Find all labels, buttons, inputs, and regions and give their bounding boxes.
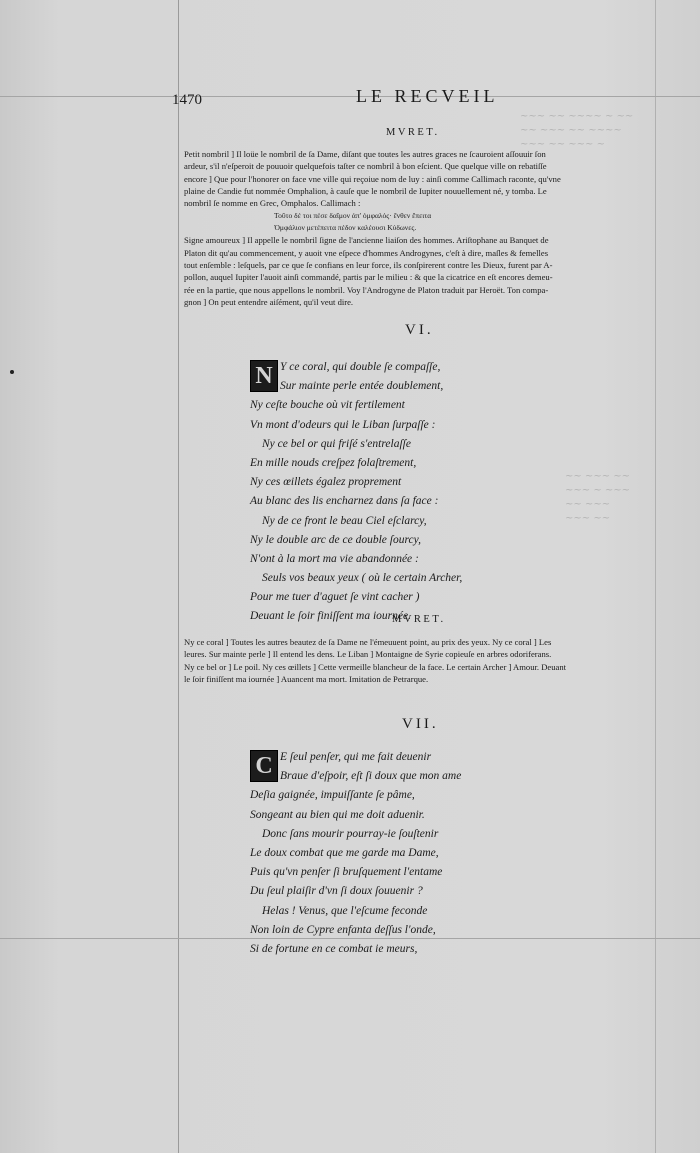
verse-line (250, 358, 580, 377)
show-through-text: ~~ ~~~ ~~ ~~~ ~ ~~~ ~~ ~~~ ~~~ ~~ (565, 471, 631, 524)
commentary-block (184, 636, 680, 685)
commentary-line: Petit nombril ] Il loüe le nombril de ſa Dame, diſant que toutes les autres graces ne ſcauroient aſſouuir ſon (184, 149, 546, 159)
drop-cap-initial: C (250, 750, 278, 782)
fold-line-left (178, 0, 179, 1153)
commentary-line: tout enſemble : leſquels, par ce que ſe confians en leur force, ils conſpirerent contre les Dieux, furent par A- (184, 260, 553, 271)
verse-line: Au blanc des lis encharnez dans ſa face : (250, 495, 439, 508)
verse-line: Songeant au bien qui me doit aduenir. (250, 808, 425, 821)
commentary-line: pollon, auquel Iupiter l'auoit ainſi commandé, partis par le milieu : & que la cicatrice en eſt encores demeu- (184, 272, 553, 283)
commentary-line: Ny ce coral ] Toutes les autres beautez de ſa Dame ne l'émeuuent point, au prix des yeux. Ny ce coral ] Les (184, 637, 552, 647)
commentary-line: plaine de Candie fut nommée Omphalion, à cauſe que le nombril de Iupiter nouuellement né, y tomba. Le (184, 186, 547, 197)
verse-line: Ny ce bel or qui friſé s'entrelaſſe (262, 437, 411, 450)
commentary-line: Ny ce bel or ] Le poil. Ny ces œillets ] Cette vermeille blancheur de la face. Le certain Archer ] Amour. Deuant (184, 661, 567, 672)
verse-line: Seuls vos beaux yeux ( où le certain Archer, (262, 572, 463, 585)
running-header: LE RECVEIL (356, 86, 499, 106)
commentary-line: Platon dit qu'au commencement, y auoit vne eſpece d'hommes Androgynes, c'eſt à dire, maſles & femelles (184, 247, 549, 258)
show-through-text: ~~~ ~~ ~~~~ ~ ~~ ~~ ~~~ ~~ ~~~~ ~~~ ~~ ~~~ ~ (520, 111, 634, 150)
drop-cap-initial: N (250, 360, 278, 392)
verse-line: Vn mont d'odeurs qui le Liban ſurpaſſe : (250, 418, 436, 431)
verse-line: Donc ſans mourir pourray-ie ſouſtenir (262, 827, 439, 840)
commentary-heading: MVRET. (392, 614, 446, 625)
commentary-line: Signe amoureux ] Il appelle le nombril ſigne de l'ancienne liaiſon des hommes. Ariſtophane au Banquet de (184, 235, 549, 246)
verse-line: Ny de ce front le beau Ciel eſclarcy, (262, 514, 427, 527)
verse-line: Ny ceſte bouche où vit fertilement (250, 399, 405, 412)
commentary-block (184, 148, 680, 308)
section-number: VII. (402, 716, 439, 732)
section-number: VI. (405, 322, 434, 338)
verse-line (250, 748, 580, 767)
verse-line-text: Y ce coral, qui double ſe compaſſe, (280, 361, 441, 373)
commentary-line: le ſoir finiſſent ma iournée ] Auancent ma mort. Imitation de Petrarque. (184, 674, 429, 685)
verse-line-text: E ſeul penſer, qui me fait deuenir (280, 751, 432, 763)
greek-quote-line: Τοῦτο δέ τοι πέσε δαῖμον ἀπ' ὀμφαλός· ἔνθεν ἔπειτα (274, 210, 432, 220)
commentary-line: ardeur, s'il n'eſperoit de pouuoir quelquefois taſter ce nombril à bon eſcient. Que quelque ville on rebatiſſe (184, 161, 547, 172)
commentary-line: leures. Sur mainte perle ] Il entend les dens. Le Liban ] Montaigne de Syrie copieuſe en arbres odoriferans. (184, 649, 552, 660)
verse-line: Braue d'eſpoir, eſt ſi doux que mon ame (280, 770, 462, 783)
verse-line: Si de fortune en ce combat ie meurs, (250, 942, 418, 955)
verse-line: Deuant le ſoir finiſſent ma iournée. (250, 610, 411, 623)
verse-line: Ny le double arc de ce double ſourcy, (250, 533, 421, 546)
commentary-line: gnon ] On peut entendre aiſément, qu'il veut dire. (184, 297, 354, 308)
margin-spot (10, 370, 14, 374)
sonnet-vi (250, 358, 580, 627)
verse-line: Deſia gaignée, impuiſſante ſe pâme, (250, 789, 415, 802)
fold-line-top (0, 96, 700, 97)
verse-line: En mille nouds creſpez folaſtrement, (250, 456, 417, 469)
sonnet-vii (250, 748, 580, 959)
page-number: 1470 (172, 92, 202, 108)
commentary-line: rée en la partie, que nous appellons le nombril. Voy l'Androgyne de Platon traduit par Heroët. Ton compa- (184, 284, 549, 295)
commentary-line: nombril ſe nomme en Grec, Omphalos. Callimach : (184, 198, 361, 209)
verse-line: Sur mainte perle entée doublement, (280, 380, 444, 393)
verse-line: Non loin de Cypre enfanta deſſus l'onde, (250, 923, 436, 936)
verse-line: Ny ces œillets égalez proprement (250, 476, 402, 489)
verse-line: N'ont à la mort ma vie abandonnée : (250, 552, 419, 565)
commentary-heading: MVRET. (386, 127, 440, 138)
verse-line: Puis qu'vn penſer ſi bruſquement l'entame (250, 866, 443, 879)
verse-line: Le doux combat que me garde ma Dame, (250, 846, 439, 859)
verse-line: Helas ! Venus, que l'eſcume feconde (262, 904, 428, 917)
commentary-line: encore ] Que pour l'honorer on face vne ville qui reçoiue nom de luy : ainſi comme Callimach raconte, qu'vne (184, 173, 561, 184)
verse-line: Pour me tuer d'aguet ſe vint cacher ) (250, 591, 420, 604)
verse-line: Du ſeul plaiſir d'vn ſi doux ſouuenir ? (250, 885, 423, 898)
greek-quote-line: Ὀμφάλιον μετέπειτα πέδον καλέουσι Κύδωνες. (274, 223, 417, 233)
